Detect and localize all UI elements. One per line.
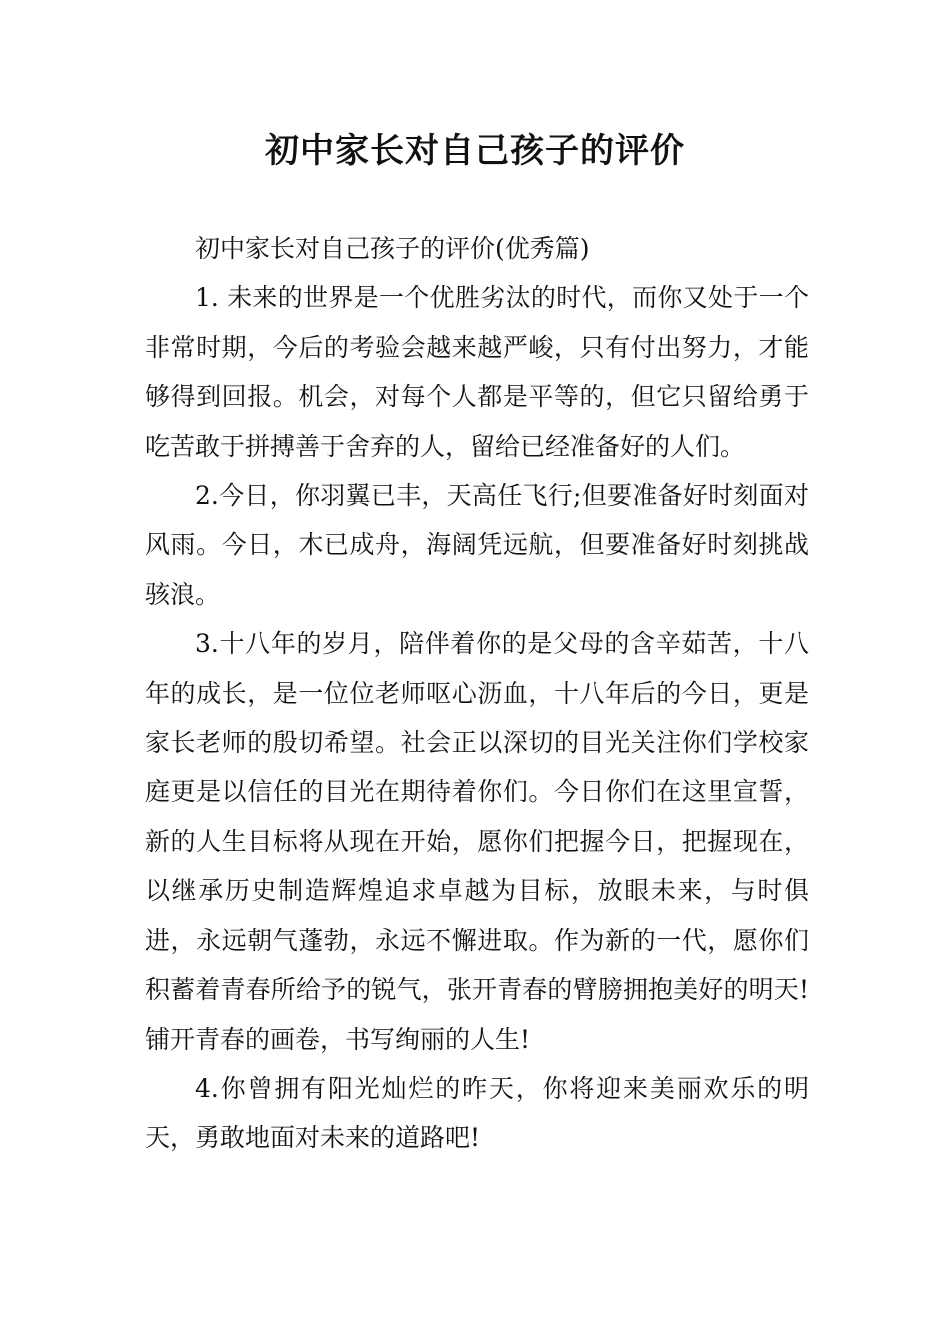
document-body (145, 224, 809, 1163)
paragraph-2: 2.今日，你羽翼已丰，天高任飞行;但要准备好时刻面对风雨。今日，木已成舟，海阔凭远航，但要准备好时刻挑战骇浪。 (145, 481, 809, 609)
subtitle-paragraph: 初中家长对自己孩子的评价(优秀篇) (195, 234, 590, 263)
paragraph-4: 4.你曾拥有阳光灿烂的昨天，你将迎来美丽欢乐的明天，勇敢地面对未来的道路吧! (145, 1073, 809, 1153)
page-title: 初中家长对自己孩子的评价 (265, 131, 685, 171)
paragraph-1: 1. 未来的世界是一个优胜劣汰的时代，而你又处于一个非常时期，今后的考验会越来越严峻，只有付出努力，才能够得到回报。机会，对每个人都是平等的，但它只留给勇于吃苦敢于拼搏善于舍弃的人，留给已经准备好的人们。 (145, 283, 809, 461)
paragraph-3: 3.十八年的岁月，陪伴着你的是父母的含辛茹苦，十八年的成长，是一位位老师呕心沥血，十八年后的今日，更是家长老师的殷切希望。社会正以深切的目光关注你们学校家庭更是以信任的目光在期待着你们。今日你们在这里宣誓，新的人生目标将从现在开始，愿你们把握今日，把握现在，以继承历史制造辉煌追求卓越为目标，放眼未来，与时俱进，永远朝气蓬勃，永远不懈进取。作为新的一代，愿你们积蓄着青春所给予的锐气，张开青春的臂膀拥抱美好的明天!铺开青春的画卷，书写绚丽的人生! (145, 629, 809, 1054)
